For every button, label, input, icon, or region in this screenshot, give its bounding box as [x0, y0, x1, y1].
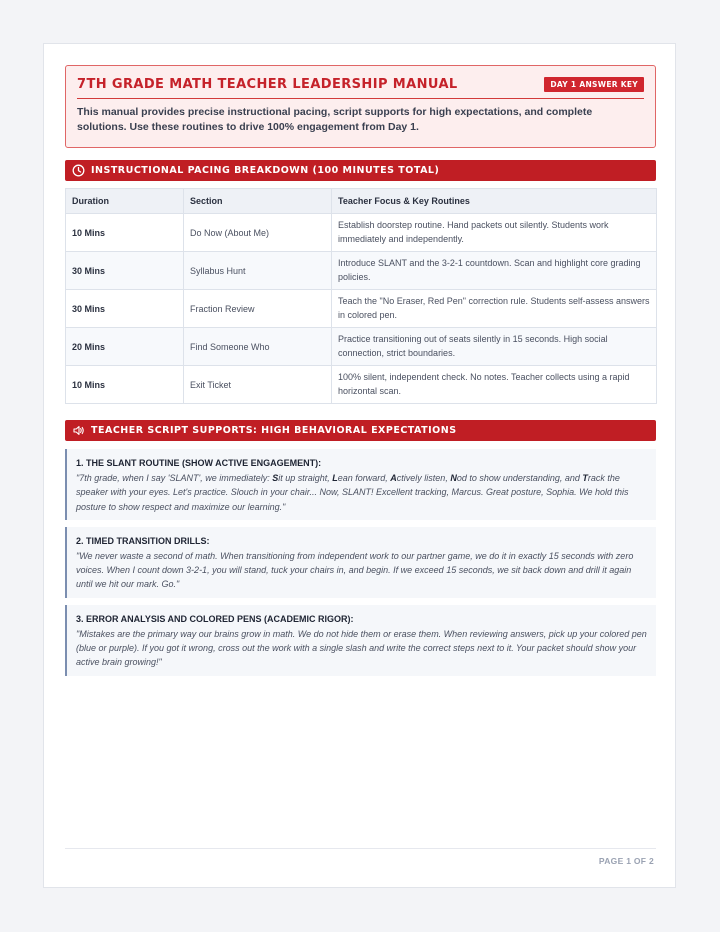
scripts-section-header	[65, 420, 656, 441]
footer-divider	[65, 848, 656, 849]
duration-cell: 10 Mins	[66, 214, 184, 252]
section-cell: Find Someone Who	[184, 328, 332, 366]
section-cell: Fraction Review	[184, 290, 332, 328]
document-page	[43, 43, 676, 888]
column-header-focus: Teacher Focus & Key Routines	[332, 189, 657, 214]
pacing-table	[65, 188, 657, 404]
intro-text: This manual provides precise instructional pacing, script supports for high expectations, and complete solutions. Use these routines to drive 100% engagement from Day 1.	[77, 106, 593, 133]
script-card	[65, 449, 656, 520]
duration-cell: 10 Mins	[66, 366, 184, 404]
script-title: 3. ERROR ANALYSIS AND COLORED PENS (ACADEMIC RIGOR):	[76, 613, 354, 624]
table-row	[66, 290, 657, 328]
script-title: 2. TIMED TRANSITION DRILLS:	[76, 535, 210, 546]
slant-letter: N	[450, 473, 457, 483]
quote-text: ean forward,	[337, 473, 391, 483]
table-row	[66, 366, 657, 404]
clock-icon	[72, 164, 85, 177]
table-row	[66, 252, 657, 290]
header-top	[77, 77, 644, 99]
focus-cell: Introduce SLANT and the 3-2-1 countdown. Scan and highlight core grading policies.	[332, 252, 657, 290]
duration-cell: 30 Mins	[66, 290, 184, 328]
speaker-icon	[72, 424, 85, 437]
focus-cell: 100% silent, independent check. No notes. Teacher collects using a rapid horizontal scan.	[332, 366, 657, 404]
pacing-section-header	[65, 160, 656, 181]
duration-cell: 30 Mins	[66, 252, 184, 290]
script-card	[65, 605, 656, 676]
scripts-list	[65, 449, 656, 676]
scripts-section-title: TEACHER SCRIPT SUPPORTS: HIGH BEHAVIORAL EXPECTATIONS	[91, 425, 457, 436]
slant-letter: S	[272, 473, 279, 483]
header-box	[65, 65, 656, 148]
page-number: PAGE 1 OF 2	[598, 856, 654, 866]
pacing-section-title: INSTRUCTIONAL PACING BREAKDOWN (100 MINUTES TOTAL)	[91, 165, 440, 176]
script-title: 1. THE SLANT ROUTINE (SHOW ACTIVE ENGAGEMENT):	[76, 458, 322, 468]
quote-text: it up straight,	[278, 473, 333, 483]
section-cell: Do Now (About Me)	[184, 214, 332, 252]
focus-cell: Establish doorstep routine. Hand packets out silently. Students work immediately and independently.	[332, 214, 657, 252]
quote-text: od to show understanding, and	[456, 473, 583, 483]
section-cell: Syllabus Hunt	[184, 252, 332, 290]
slant-letter: T	[582, 473, 588, 483]
duration-cell: 20 Mins	[66, 328, 184, 366]
answer-key-badge: DAY 1 ANSWER KEY	[544, 77, 644, 92]
script-card	[65, 527, 656, 598]
slant-letter: L	[332, 473, 338, 483]
column-header-section: Section	[184, 189, 332, 214]
column-header-duration: Duration	[66, 189, 184, 214]
script-quote: "We never waste a second of math. When transitioning from independent work to our partner game, we do it in exactly 15 seconds with zero voices. When I count down 3-2-1, you will stand, tuck your chairs in, and begin. If we exceed 15 seconds, we sit back down and drill it again until we hit our mark. Go."	[76, 550, 634, 590]
quote-text: ctively listen,	[396, 473, 451, 483]
script-quote	[76, 471, 648, 514]
page-title: 7TH GRADE MATH TEACHER LEADERSHIP MANUAL	[77, 77, 458, 92]
table-row	[66, 328, 657, 366]
section-cell: Exit Ticket	[184, 366, 332, 404]
table-header-row	[66, 189, 657, 214]
focus-cell: Practice transitioning out of seats silently in 15 seconds. High social connection, strict boundaries.	[332, 328, 657, 366]
focus-cell: Teach the "No Eraser, Red Pen" correction rule. Students self-assess answers in colored pen.	[332, 290, 657, 328]
slant-letter: A	[390, 473, 397, 483]
quote-text: rack the speaker with your eyes. Let's practice. Slouch in your chair... Now, SLANT! Excellent tracking, Marcus. Great posture, Sophia. We hold this posture to show respect and maximize our learning."	[76, 473, 629, 512]
page-content	[65, 65, 656, 683]
quote-text: "7th grade, when I say 'SLANT', we immediately:	[76, 473, 273, 483]
script-quote: "Mistakes are the primary way our brains grow in math. We do not hide them or erase them. When reviewing answers, pick up your colored pen (blue or purple). If you got it wrong, cross out the work with a single slash and write the correct steps next to it. Your packet should show your active brain growing!"	[76, 628, 647, 668]
table-row	[66, 214, 657, 252]
